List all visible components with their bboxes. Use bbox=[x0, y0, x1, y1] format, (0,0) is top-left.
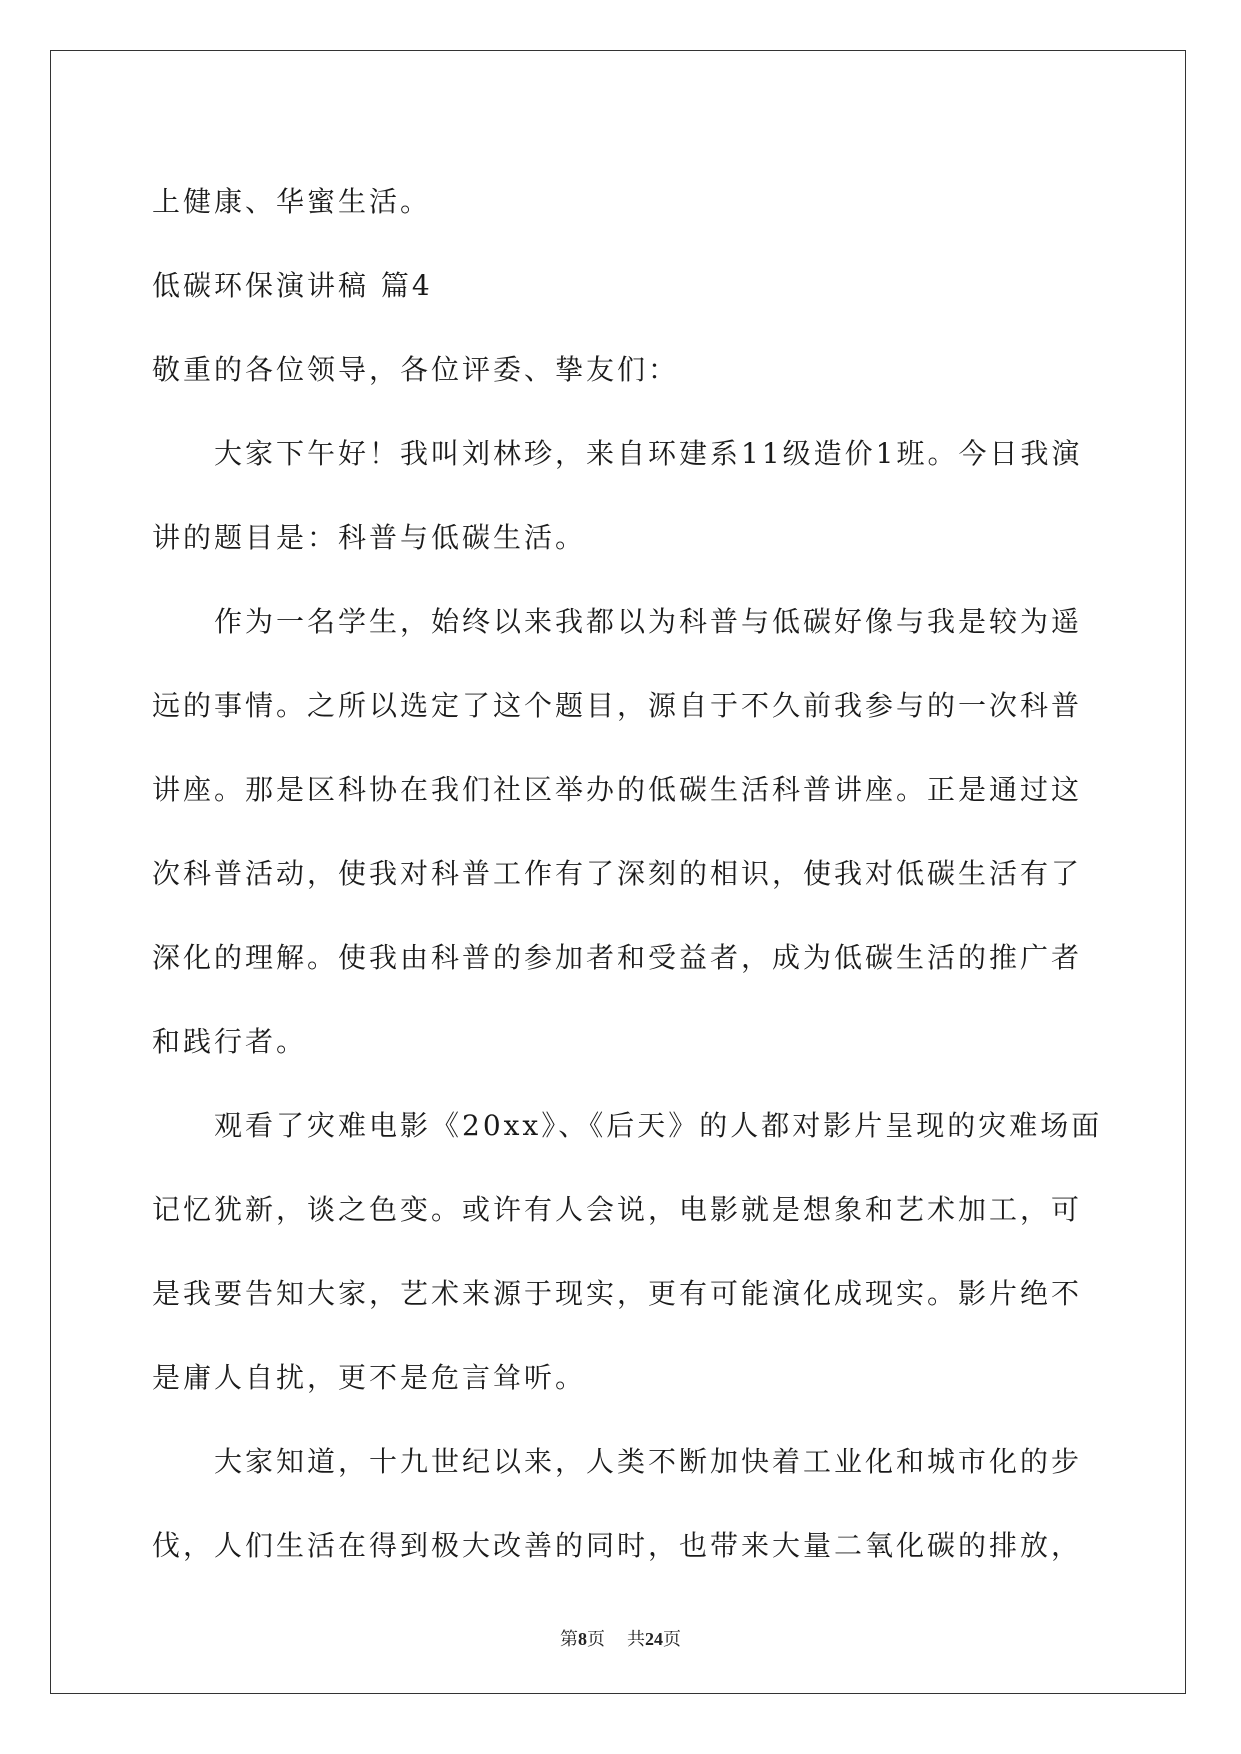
text-line: 作为一名学生，始终以来我都以为科普与低碳好像与我是较为遥 bbox=[152, 605, 1083, 638]
text-line: 观看了灾难电影《20xx》、《后天》的人都对影片呈现的灾难场面 bbox=[152, 1109, 1103, 1142]
footer-total-suffix: 页 bbox=[663, 1629, 681, 1649]
text-line: 上健康、华蜜生活。 bbox=[152, 185, 432, 218]
section-heading: 低碳环保演讲稿 篇4 bbox=[152, 269, 433, 302]
salutation: 敬重的各位领导，各位评委、挚友们： bbox=[152, 353, 680, 386]
document-body bbox=[152, 160, 1103, 1588]
text-line: 远的事情。之所以选定了这个题目，源自于不久前我参与的一次科普 bbox=[152, 689, 1083, 722]
text-line: 讲的题目是：科普与低碳生活。 bbox=[152, 521, 587, 554]
text-line: 深化的理解。使我由科普的参加者和受益者，成为低碳生活的推广者 bbox=[152, 941, 1083, 974]
text-line: 是我要告知大家，艺术来源于现实，更有可能演化成现实。影片绝不 bbox=[152, 1277, 1083, 1310]
current-page-number: 8 bbox=[578, 1629, 587, 1649]
text-line: 伐，人们生活在得到极大改善的同时，也带来大量二氧化碳的排放， bbox=[152, 1529, 1083, 1562]
text-line: 记忆犹新，谈之色变。或许有人会说，电影就是想象和艺术加工，可 bbox=[152, 1193, 1083, 1226]
footer-total-prefix: 共 bbox=[627, 1629, 645, 1649]
text-line: 次科普活动，使我对科普工作有了深刻的相识，使我对低碳生活有了 bbox=[152, 857, 1083, 890]
footer-prefix: 第 bbox=[560, 1629, 578, 1649]
page-footer bbox=[0, 1625, 1241, 1651]
text-line: 大家知道，十九世纪以来，人类不断加快着工业化和城市化的步 bbox=[152, 1445, 1083, 1478]
footer-page-suffix: 页 bbox=[587, 1629, 605, 1649]
text-line: 是庸人自扰，更不是危言耸听。 bbox=[152, 1361, 587, 1394]
total-pages-number: 24 bbox=[645, 1629, 663, 1649]
text-line: 和践行者。 bbox=[152, 1025, 308, 1058]
text-line: 大家下午好！我叫刘林珍，来自环建系11级造价1班。今日我演 bbox=[152, 437, 1083, 470]
text-line: 讲座。那是区科协在我们社区举办的低碳生活科普讲座。正是通过这 bbox=[152, 773, 1083, 806]
